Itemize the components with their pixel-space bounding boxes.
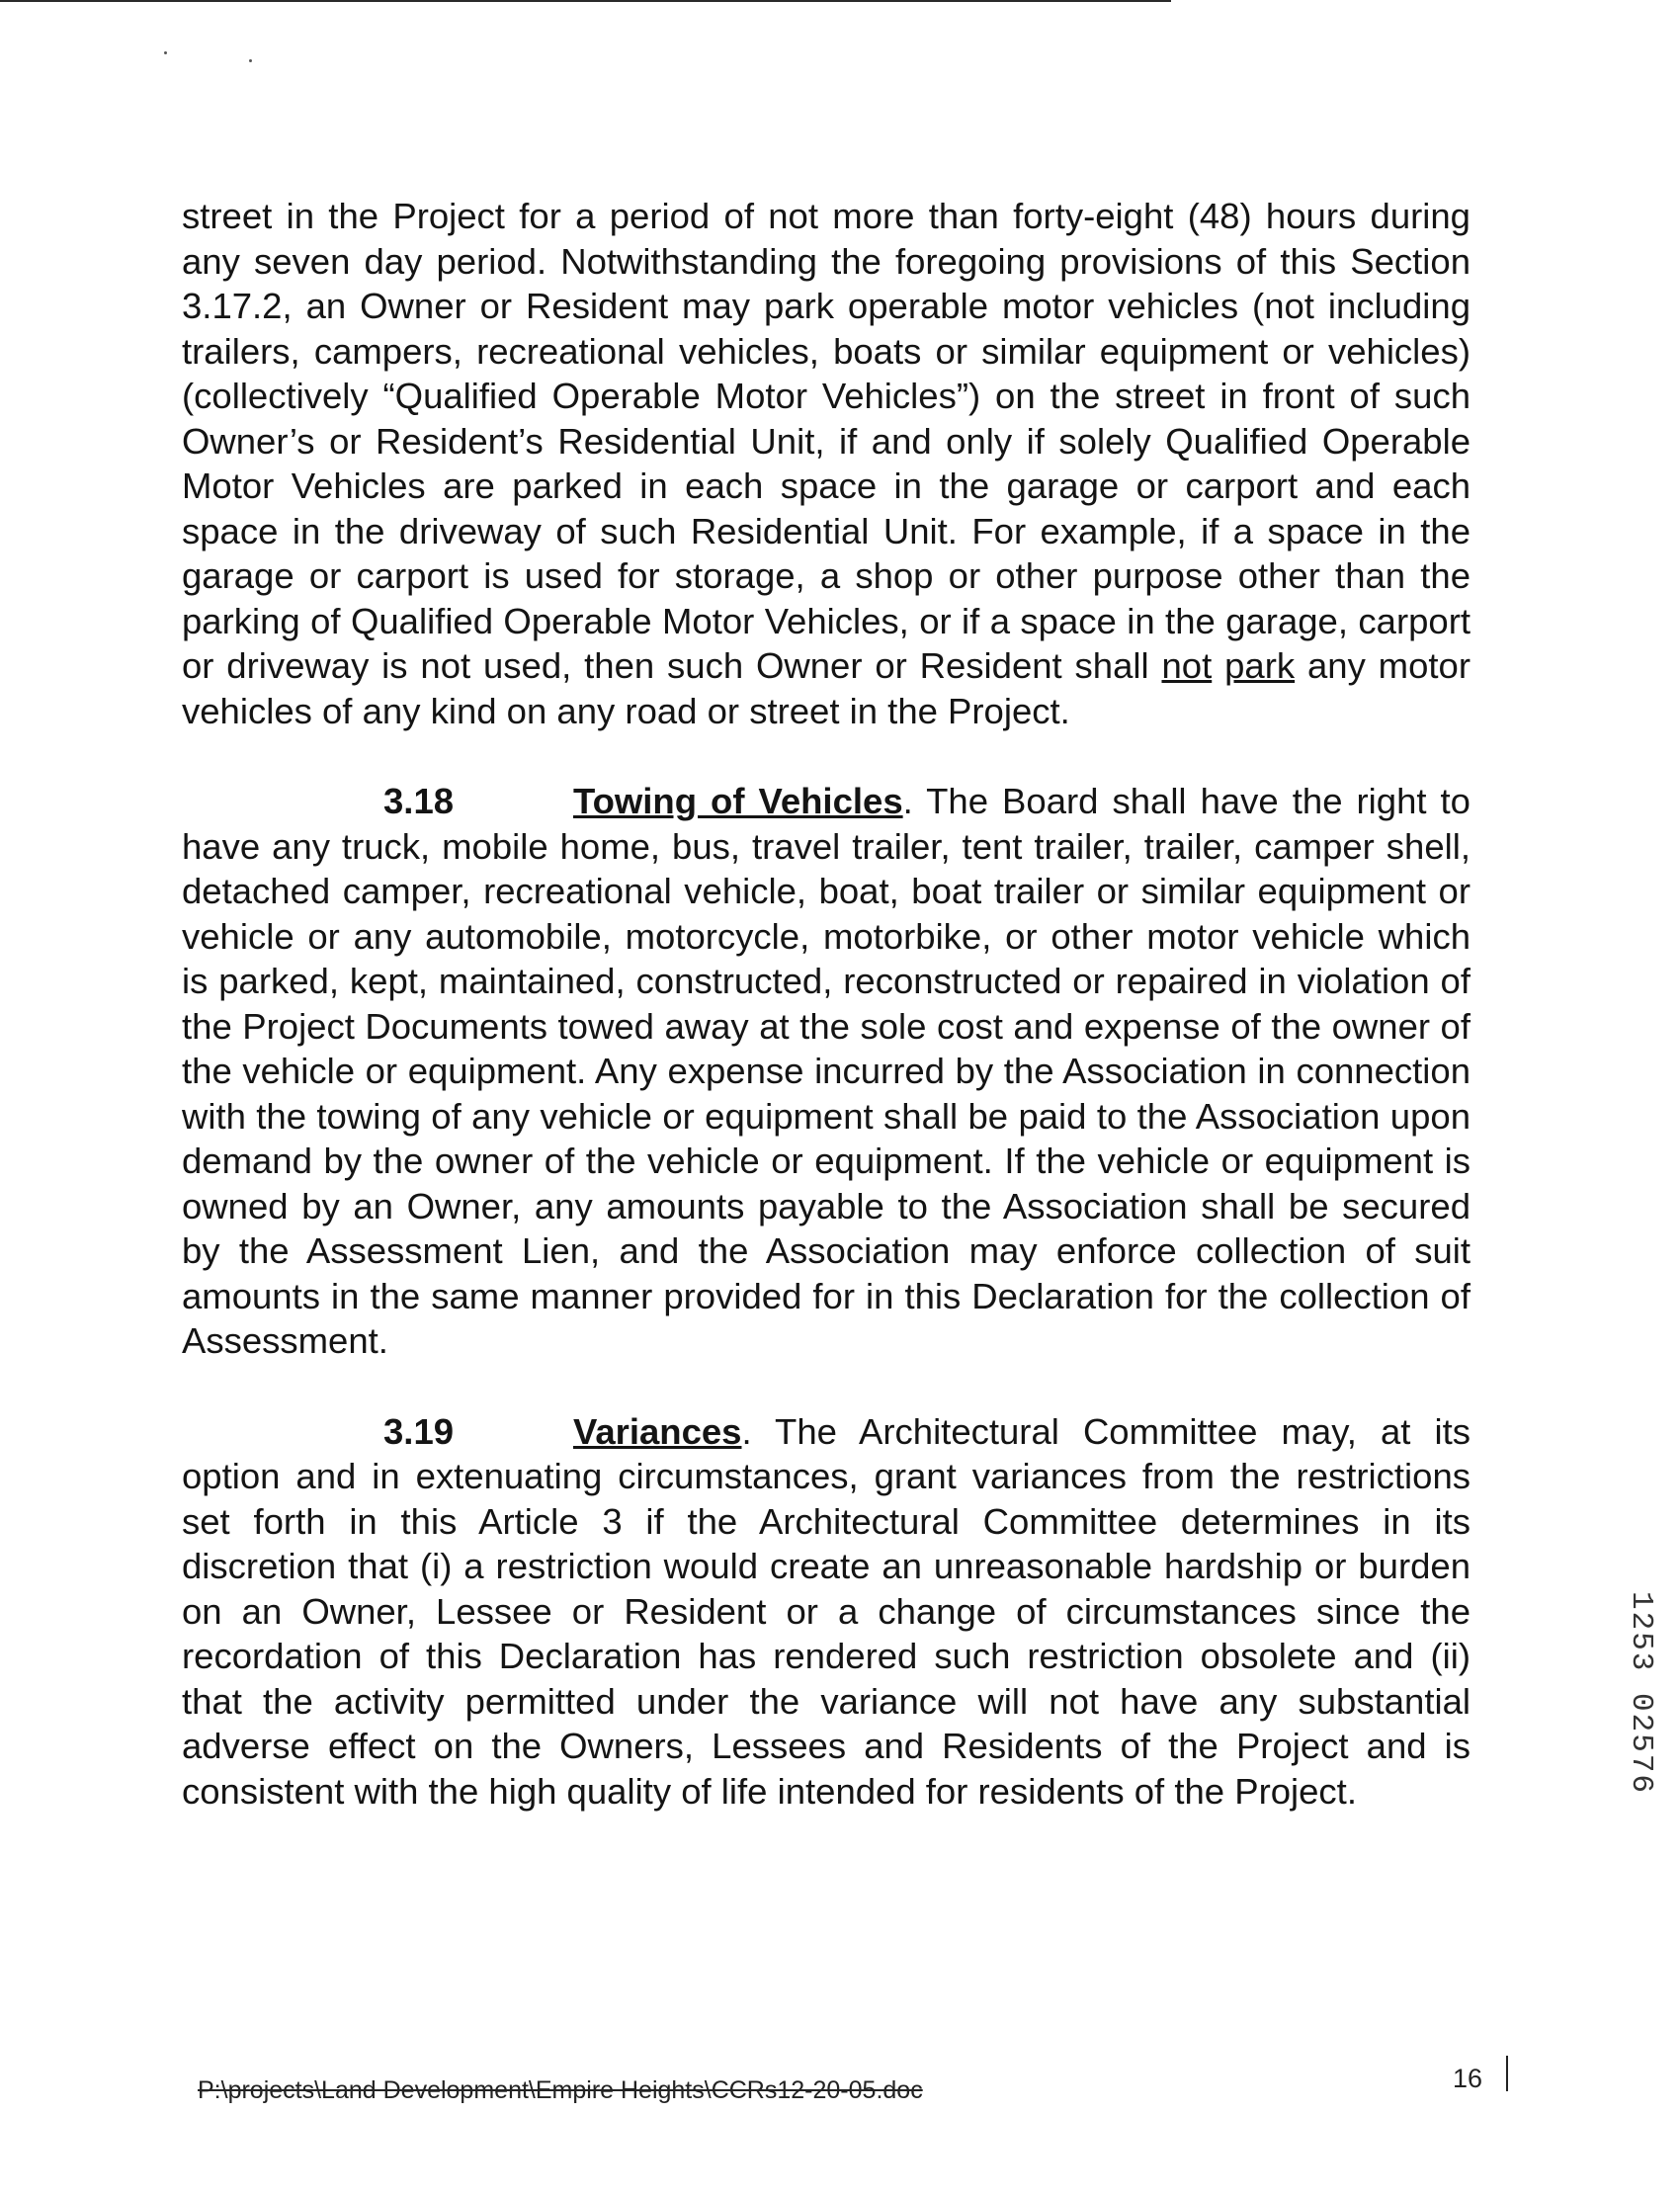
section-heading: Towing of Vehicles: [573, 781, 903, 821]
section-3-19: [182, 1409, 1470, 1815]
paragraph-continued: [182, 194, 1470, 733]
section-body: . The Architectural Committee may, at its option and in extenuating circumstances, grant variances from the restrictions set forth in this Article 3 if the Architectural Committee determines in its discretion that (i) a restriction would create an unreasonable hardship or burden on an Owner, Lessee or Resident or a change of circumstances since the recordation of this Declaration has rendered such restriction obsolete and (ii) that the activity permitted under the variance will not have any substantial adverse effect on the Owners, Lessees and Residents of the Project and is consistent with the high quality of life intended for residents of the Project.: [182, 1410, 1470, 1812]
footer-file-path: P:\projects\Land Development\Empire Heights\CCRs12-20-05.doc: [198, 2076, 923, 2104]
underlined-word-not: not: [1161, 645, 1213, 686]
scan-speck: [164, 51, 167, 54]
document-body: [182, 194, 1470, 1814]
paragraph-text: street in the Project for a period of not more than forty-eight (48) hours during any seven day period. Notwithstanding the foregoing provisions of this Section 3.17.2, an Owner or Resident may park operable motor vehicles (not including trailers, campers, recreational vehicles, boats or similar equipment or vehicles) (collectively “Qualified Operable Motor Vehicles”) on the street in front of such Owner’s or Resident’s Residential Unit, if and only if solely Qualified Operable Motor Vehicles are parked in each space in the garage or carport and each space in the driveway of such Residential Unit. For example, if a space in the garage or carport is used for storage, a shop or other purpose other than the parking of Qualified Operable Motor Vehicles, or if a space in the garage, carport or driveway is not used, then such Owner or Resident shall: [182, 196, 1470, 686]
underlined-word-park: park: [1224, 645, 1296, 686]
recording-stamp: 1253 02576: [1624, 1591, 1658, 1796]
section-body: . The Board shall have the right to have any truck, mobile home, bus, travel trailer, tent trailer, trailer, camper shell, detached camper, recreational vehicle, boat, boat trailer or similar equipment or vehicle or any automobile, motorcycle, motorbike, or other motor vehicle which is parked, kept, maintained, constructed, reconstructed or repaired in violation of the Project Documents towed away at the sole cost and expense of the owner of the vehicle or equipment. Any expense incurred by the Association in connection with the towing of any vehicle or equipment shall be paid to the Association upon demand by the owner of the vehicle or equipment. If the vehicle or equipment is owned by an Owner, any amounts payable to the Association shall be secured by the Assessment Lien, and the Association may enforce collection of suit amounts in the same manner provided for in this Declaration for the collection of Assessment.: [182, 781, 1470, 1361]
paragraph-text-end: any motor vehicles of any kind on any road or street in the Project.: [182, 645, 1470, 731]
section-number: 3.19: [383, 1410, 455, 1452]
top-scan-rule: [0, 0, 1171, 2]
scan-speck: [249, 59, 252, 62]
section-heading: Variances: [573, 1410, 742, 1452]
page-number: 16: [1453, 2064, 1483, 2093]
section-number: 3.18: [383, 781, 455, 821]
section-3-18: [182, 779, 1470, 1364]
page-number-bar: [1506, 2056, 1508, 2091]
